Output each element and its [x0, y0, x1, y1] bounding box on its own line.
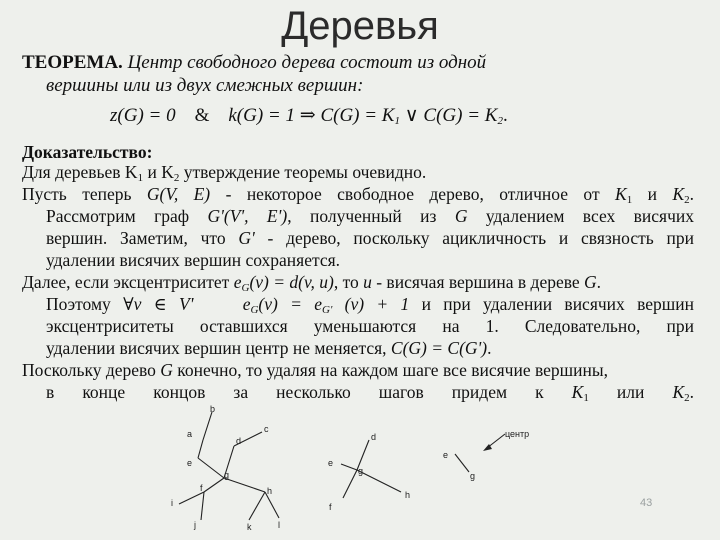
proof-l1-s2: 2: [173, 172, 180, 184]
proof-line-7: [46, 294, 694, 314]
proof-l2-k2: K: [672, 184, 685, 204]
proof-l9-a: удалении висячих вершин центр не меняется,: [46, 338, 391, 358]
proof-l7-e1: e: [242, 294, 251, 314]
proof-l11-k1: K: [571, 382, 584, 402]
node-label-a: a: [187, 429, 193, 439]
proof-l2-s1: 1: [626, 194, 633, 206]
node2-label-g: g: [358, 466, 364, 476]
edge-e-g: [198, 458, 224, 478]
edge2-g-h: [357, 470, 401, 492]
proof-l3-a: Рассмотрим граф: [46, 206, 208, 226]
node3-label-g: g: [470, 471, 476, 481]
proof-l6-u: u: [363, 272, 372, 292]
proof-l6-g: G: [584, 272, 597, 292]
proof-l7-b: (v) = e: [258, 294, 323, 314]
proof-line-11: [46, 382, 694, 402]
proof-l10-a: Поскольку дерево: [22, 360, 161, 380]
proof-l9-end: .: [487, 338, 492, 358]
formula-end: .: [502, 105, 508, 126]
proof-l2-end: .: [689, 184, 694, 204]
edge-b-a: [203, 412, 212, 440]
tree-original: [171, 404, 280, 532]
theorem-line-1: [22, 52, 486, 74]
proof-l6-d: - висячая вершина в дереве: [371, 272, 585, 292]
proof-l6-end: .: [596, 272, 602, 292]
proof-l11-end: .: [689, 382, 695, 402]
proof-l7-f: ∀v ∈ V': [123, 294, 194, 314]
edge-f-j: [201, 492, 204, 520]
proof-l2-b: - некоторое свободное дерево, отличное от: [210, 184, 616, 204]
proof-l11-a: в конце концов за несколько шагов придем к: [46, 382, 572, 402]
proof-l10-g: G: [160, 360, 173, 380]
edge-g-f: [204, 478, 224, 492]
node-label-g: g: [224, 470, 230, 480]
proof-l7-d: и при удалении висячих вершин: [409, 294, 694, 314]
proof-l2-and: и: [632, 184, 673, 204]
formula-c2: C(G) = K: [423, 105, 498, 126]
proof-line-9: [46, 338, 492, 358]
proof-line-3: [46, 206, 694, 226]
formula-implies: ⇒: [299, 105, 316, 126]
formula-sub2: 2: [497, 115, 503, 127]
node3-label-e: e: [443, 450, 449, 460]
proof-l7-a: Поэтому: [46, 294, 124, 314]
proof-l4-g: G': [238, 228, 255, 248]
proof-line-2: [22, 184, 694, 204]
node-label-f: f: [200, 483, 203, 493]
proof-l3-g2: G: [454, 206, 468, 226]
theorem-formula: [110, 106, 508, 126]
edge2-e-g: [341, 464, 357, 470]
tree-center: [443, 429, 529, 481]
theorem-label: ТЕОРЕМА.: [22, 52, 123, 73]
proof-line-6: [22, 272, 601, 292]
node-label-c: c: [264, 424, 269, 434]
proof-l11-s1: 1: [583, 392, 589, 404]
edge-g-h: [224, 478, 265, 492]
proof-l6-e: e: [233, 272, 242, 292]
tree-diagram: [165, 400, 555, 540]
node-label-h: h: [267, 486, 273, 496]
proof-l6-a: Далее, если эксцентриситет: [22, 272, 234, 292]
proof-l2-s2: 2: [684, 194, 690, 206]
node-label-i: i: [171, 498, 173, 508]
node-label-e: e: [187, 458, 193, 468]
slide-title: Деревья: [281, 4, 439, 48]
center-label: центр: [505, 429, 530, 439]
node-label-b: b: [210, 404, 216, 414]
formula-c1: C(G) = K: [320, 105, 395, 126]
proof-l4-b: - дерево, поскольку ацикличность и связность при: [254, 228, 694, 248]
proof-line-5: удалении висячих вершин сохраняется.: [46, 250, 341, 270]
proof-l10-b: конечно, то удаляя на каждом шаге все висячие вершины,: [172, 360, 609, 380]
proof-l2-k1: K: [615, 184, 627, 204]
edge-h-k: [249, 492, 265, 520]
edge3-e-g: [455, 454, 469, 472]
proof-l1-b: и K: [143, 162, 174, 182]
node-label-j: j: [194, 520, 196, 530]
node-label-d: d: [236, 436, 242, 446]
proof-l1-c: утверждение теоремы очевидно.: [179, 162, 427, 182]
proof-line-8: эксцентриситеты оставшихся уменьшаются на 1. Следовательно, при: [46, 316, 694, 336]
proof-l11-or: или: [588, 382, 673, 402]
formula-and: &: [194, 105, 210, 126]
proof-l11-k2: K: [672, 382, 685, 402]
proof-l11-s2: 2: [684, 392, 690, 404]
proof-l1-s1: 1: [137, 172, 144, 184]
proof-line-1: [22, 162, 426, 182]
edge-f-i: [179, 492, 204, 504]
formula-sub1: 1: [394, 115, 400, 127]
proof-l4-a: вершин. Заметим, что: [46, 228, 239, 248]
node2-label-d: d: [371, 432, 377, 442]
proof-l9-b: C(G) = C(G'): [390, 338, 488, 358]
theorem-text-1: Центр свободного дерева состоит из одной: [127, 52, 487, 73]
formula-z: z(G) = 0: [110, 105, 176, 126]
proof-l6-c: , то: [333, 272, 364, 292]
tree-reduced-1: [328, 432, 410, 512]
proof-l6-b: (v) = d(v, u): [249, 272, 334, 292]
formula-k: k(G) = 1: [228, 105, 296, 126]
node2-label-h: h: [405, 490, 411, 500]
proof-l2-g: G(V, E): [146, 184, 211, 204]
proof-l3-b: , полученный из: [287, 206, 455, 226]
node-label-k: k: [247, 522, 252, 532]
proof-l3-g: G'(V', E'): [207, 206, 288, 226]
proof-line-4: [46, 228, 694, 248]
page-number: 43: [640, 497, 653, 509]
proof-l1-a: Для деревьев K: [22, 162, 138, 182]
proof-l2-a: Пусть теперь: [22, 184, 147, 204]
formula-or: ∨: [404, 105, 419, 126]
proof-l7-s2: G': [322, 304, 333, 316]
theorem-line-2: вершины или из двух смежных вершин:: [46, 75, 364, 96]
proof-heading: Доказательство:: [22, 142, 153, 162]
node2-label-e: e: [328, 458, 334, 468]
proof-l7-c: (v) + 1: [332, 294, 410, 314]
proof-line-10: [22, 360, 608, 380]
proof-l3-c: удалением всех висячих: [467, 206, 694, 226]
node2-label-f: f: [329, 502, 332, 512]
edge-a-e: [198, 440, 203, 458]
proof-l7-s1: G: [250, 304, 259, 316]
node-label-l: l: [278, 520, 280, 530]
edge2-g-f: [343, 470, 357, 498]
proof-l6-es: G: [241, 282, 250, 294]
